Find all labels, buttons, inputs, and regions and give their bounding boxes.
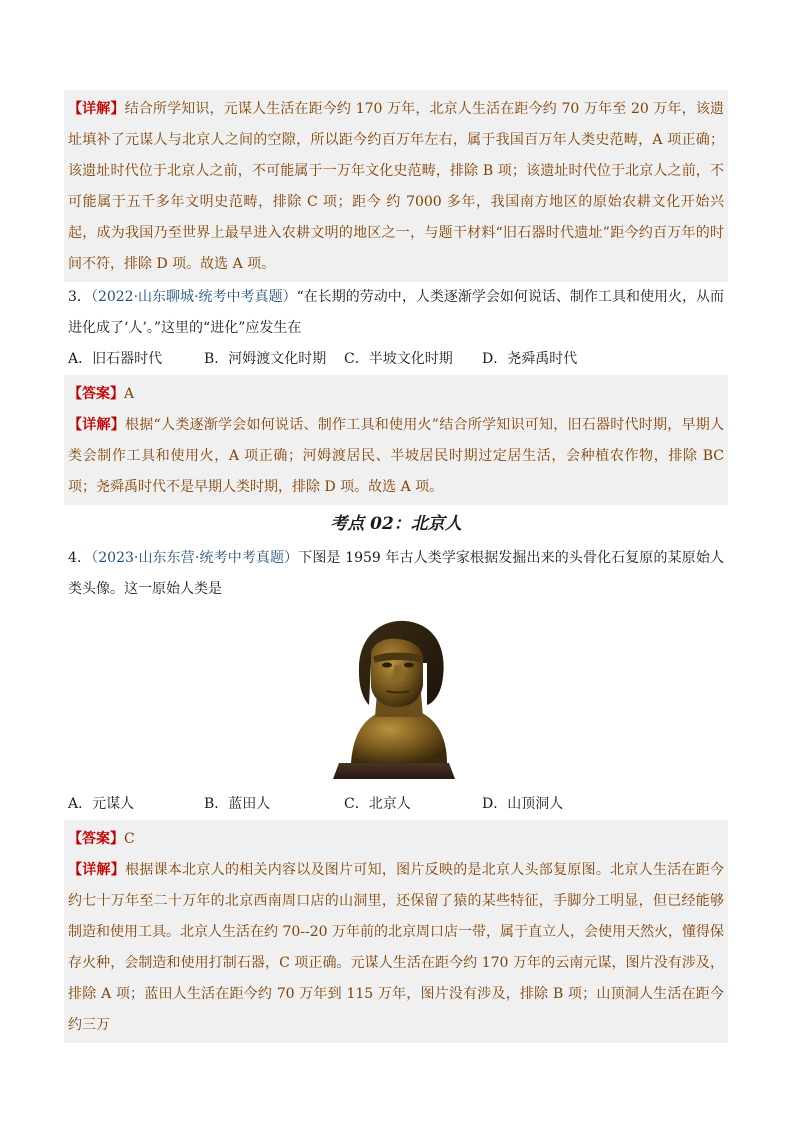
q3-option-a[interactable]: A．旧石器时代 (68, 351, 163, 367)
q2-detail-block (64, 90, 728, 282)
q3-detail-text: 根据“人类逐渐学会如何说话、制作工具和使用火”结合所学知识可知，旧石器时代时期，早期人类会制作工具和使用火，A 项正确；河姆渡居民、半坡居民时期过定居生活，会种植农作物，排除 BC 项；尧舜禹时代不是早期人类时期，排除 D 项。故选 A 项。 (68, 417, 725, 495)
q3-detail-tag: 【详解】 (68, 417, 126, 433)
q3-stem (68, 282, 724, 344)
q2-detail-tag: 【详解】 (68, 101, 125, 117)
q4-detail (68, 855, 724, 1041)
q3-option-c[interactable]: C．半坡文化时期 (344, 351, 453, 367)
q3-number: 3． (68, 289, 91, 305)
q4-stem (68, 543, 724, 605)
peking-man-bust-image (331, 613, 461, 785)
q4-option-b[interactable]: B．蓝田人 (204, 796, 271, 812)
q4-answer-value: C (124, 831, 135, 847)
q2-detail-text: 结合所学知识，元谋人生活在距今约 170 万年，北京人生活在距今约 70 万年至 20 万年，该遗址填补了元谋人与北京人之间的空隙，所以距今约百万年左右，属于我国百万年人类史范畴，A 项正确；该遗址时代位于北京人之前，不可能属于一万年文化史范畴，排除 B 项；该遗址时代位于北京人之前，不可能属于五千多年文明史范畴，排除 C 项；距今 约 7000 多年，我国南方地区的原始农耕文化开始兴起，成为我国乃至世界上最早进入农耕文明的地区之一，与题干材料“旧石器时代遗址”距今约百万年的时间不符，排除 D 项。故选 A 项。 (68, 101, 724, 272)
q4-answer (68, 824, 724, 855)
q3-source: （2022·山东聊城·统考中考真题） (90, 289, 297, 305)
document-page (68, 90, 724, 1043)
q4-stem-text: 下图是 1959 年古人类学家根据发掘出来的头骨化石复原的某原始人类头像。这一原始人类是 (68, 550, 724, 597)
q3-options (68, 344, 724, 375)
q3-answer-block (64, 375, 728, 505)
q3-detail (68, 410, 724, 503)
section-heading: 考点 02：北京人 (330, 514, 462, 534)
q4-option-d[interactable]: D．山顶洞人 (482, 796, 564, 812)
q4-option-c[interactable]: C．北京人 (344, 796, 411, 812)
q4-answer-block (64, 820, 728, 1043)
q4-number: 4． (68, 550, 92, 566)
q3-option-b[interactable]: B．河姆渡文化时期 (204, 351, 327, 367)
q4-answer-tag: 【答案】 (68, 831, 124, 847)
q3-answer-value: A (124, 386, 135, 402)
q4-detail-text: 根据课本北京人的相关内容以及图片可知，图片反映的是北京人头部复原图。北京人生活在距今约七十万年至二十万年的北京西南周口店的山洞里，还保留了猿的某些特征，手脚分工明显，但已经能够制造和使用工具。北京人生活在约 70--20 万年前的北京周口店一带，属于直立人，会使用天然火，懂得保存火种，会制造和使用打制石器，C 项正确。元谋人生活在距今约 170 万年的云南元谋，图片没有涉及，排除 A 项；蓝田人生活在距今约 70 万年到 115 万年，图片没有涉及，排除 B 项；山顶洞人生活在距今约三万 (68, 862, 725, 1033)
q4-figure (68, 613, 724, 785)
q3-answer (68, 379, 724, 410)
q3-answer-tag: 【答案】 (68, 386, 124, 402)
q3-stem-text: “在长期的劳动中，人类逐渐学会如何说话、制作工具和使用火，从而进化成了‘人’。”这里的“进化”应发生在 (68, 289, 725, 336)
q4-option-a[interactable]: A．元谋人 (68, 796, 135, 812)
q4-detail-tag: 【详解】 (68, 862, 126, 878)
q2-detail (68, 94, 724, 280)
q4-options (68, 789, 724, 820)
q3-option-d[interactable]: D．尧舜禹时代 (482, 351, 578, 367)
q4-source: （2023·山东东营·统考中考真题） (91, 550, 299, 566)
